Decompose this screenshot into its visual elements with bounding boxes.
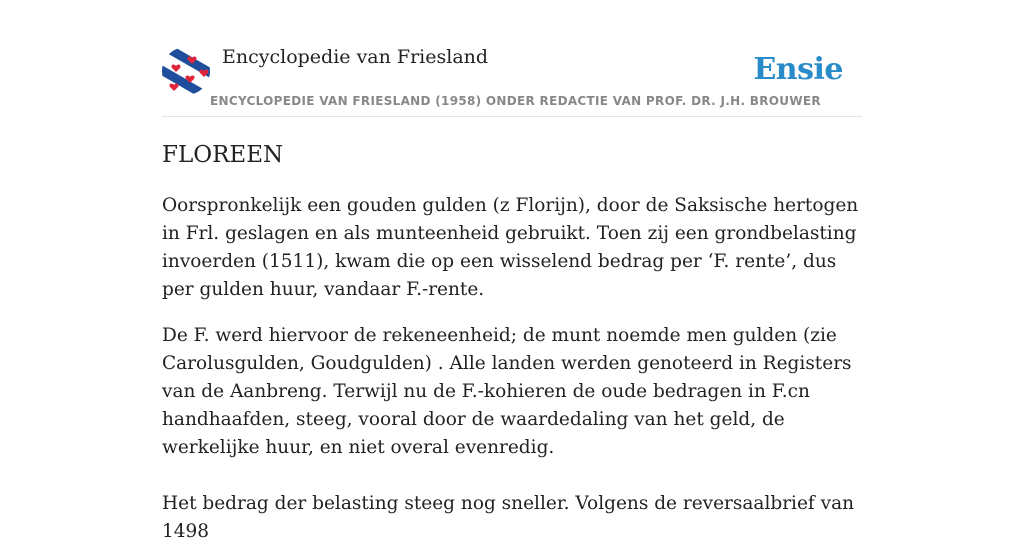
article bbox=[162, 140, 862, 546]
page bbox=[162, 0, 862, 542]
article-paragraph-2: De F. werd hiervoor de rekeneenheid; de munt noemde men gulden (zie Carolusgulden, Goudgulden) . Alle landen werden genoteerd in Registers van de Aanbreng. Terwijl nu de F.-kohieren de oude bedragen in F.cn handhaafden, steeg, vooral door de waardedaling van het geld, de werkelijke huur, en niet overal evenredig. bbox=[162, 325, 852, 458]
article-paragraph-3: Het bedrag der belasting steeg nog sneller. Volgens de reversaalbrief van 1498 bbox=[162, 493, 855, 542]
article-paragraph-1: Oorspronkelijk een gouden gulden (z Florijn), door de Saksische hertogen in Frl. geslagen en als munteenheid gebruikt. Toen zij een grondbelasting invoerden (1511), kwam die op een wisselend bedrag per ‘F. rente’, dus per gulden huur, vandaar F.-rente. bbox=[162, 195, 859, 300]
encyclopedia-subtitle: ENCYCLOPEDIE VAN FRIESLAND (1958) ONDER REDACTIE VAN PROF. DR. J.H. BROUWER bbox=[210, 94, 821, 108]
site-title[interactable]: Encyclopedie van Friesland bbox=[222, 46, 489, 68]
frisian-flag-icon[interactable] bbox=[162, 47, 210, 95]
article-title: FLOREEN bbox=[162, 142, 284, 168]
ensie-brand-link[interactable]: Ensie bbox=[753, 52, 843, 87]
site-header bbox=[162, 0, 862, 117]
